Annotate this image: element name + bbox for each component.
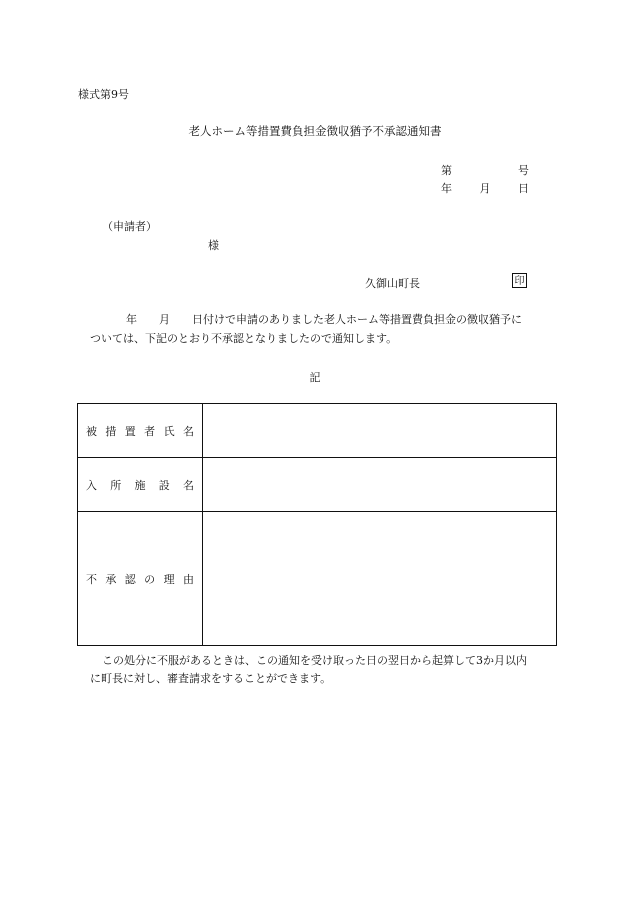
label-char: 措 (105, 424, 117, 438)
table-row (78, 404, 557, 458)
label-char: 施 (134, 478, 146, 492)
label-char: 理 (163, 572, 175, 586)
table-label-cell (78, 404, 203, 458)
document-title: 老人ホーム等措置費負担金徴収猶予不承認通知書 (188, 124, 442, 138)
honorific: 様 (208, 239, 219, 252)
label-char: 入 (86, 478, 97, 492)
details-table (77, 403, 557, 646)
table-row (78, 512, 557, 646)
body-month: 月 (159, 313, 170, 326)
body-line-2: ついては、下記のとおり不承認となりましたので通知します。 (90, 332, 398, 345)
label-char: 者 (144, 424, 156, 438)
date-month: 月 (479, 182, 491, 195)
date-year: 年 (441, 182, 452, 195)
label-char: 由 (182, 572, 194, 586)
label-char: 所 (110, 478, 122, 492)
table-row (78, 458, 557, 512)
form-number: 様式第9号 (78, 88, 129, 101)
document-number (441, 162, 529, 178)
label-char: 名 (183, 478, 194, 492)
label-char: 名 (182, 424, 194, 438)
seal-mark: 印 (512, 273, 527, 288)
body-line-1 (90, 311, 560, 327)
rejection-reason-field[interactable] (203, 512, 557, 646)
label-char: 氏 (163, 424, 175, 438)
label-rejection-reason (86, 571, 194, 587)
label-subject-name (86, 423, 194, 439)
appeal-note-line-1: この処分に不服があるときは、この通知を受け取った日の翌日から起算して3か月以内 (102, 654, 527, 667)
label-facility-name (86, 477, 194, 493)
label-char: 被 (86, 424, 97, 438)
label-char: 置 (124, 424, 136, 438)
body-text: 日付けで申請のありました老人ホーム等措置費負担金の徴収猶予に (192, 313, 522, 326)
doc-number-suffix: 号 (518, 164, 529, 177)
table-label-cell (78, 512, 203, 646)
document-date (441, 180, 529, 196)
appeal-note-line-2: に町長に対し、審査請求をすることができます。 (90, 672, 332, 685)
facility-name-field[interactable] (203, 458, 557, 512)
label-char: 設 (158, 478, 170, 492)
applicant-label: （申請者） (102, 220, 157, 233)
subject-name-field[interactable] (203, 404, 557, 458)
body-year: 年 (126, 313, 137, 326)
table-label-cell (78, 458, 203, 512)
label-char: 認 (124, 572, 136, 586)
label-char: 不 (86, 572, 97, 586)
issuer: 久御山町長 (365, 277, 420, 290)
label-char: 承 (105, 572, 117, 586)
doc-number-prefix: 第 (441, 164, 452, 177)
label-char: の (144, 572, 156, 586)
date-day: 日 (518, 182, 529, 195)
ki-heading: 記 (309, 371, 321, 384)
